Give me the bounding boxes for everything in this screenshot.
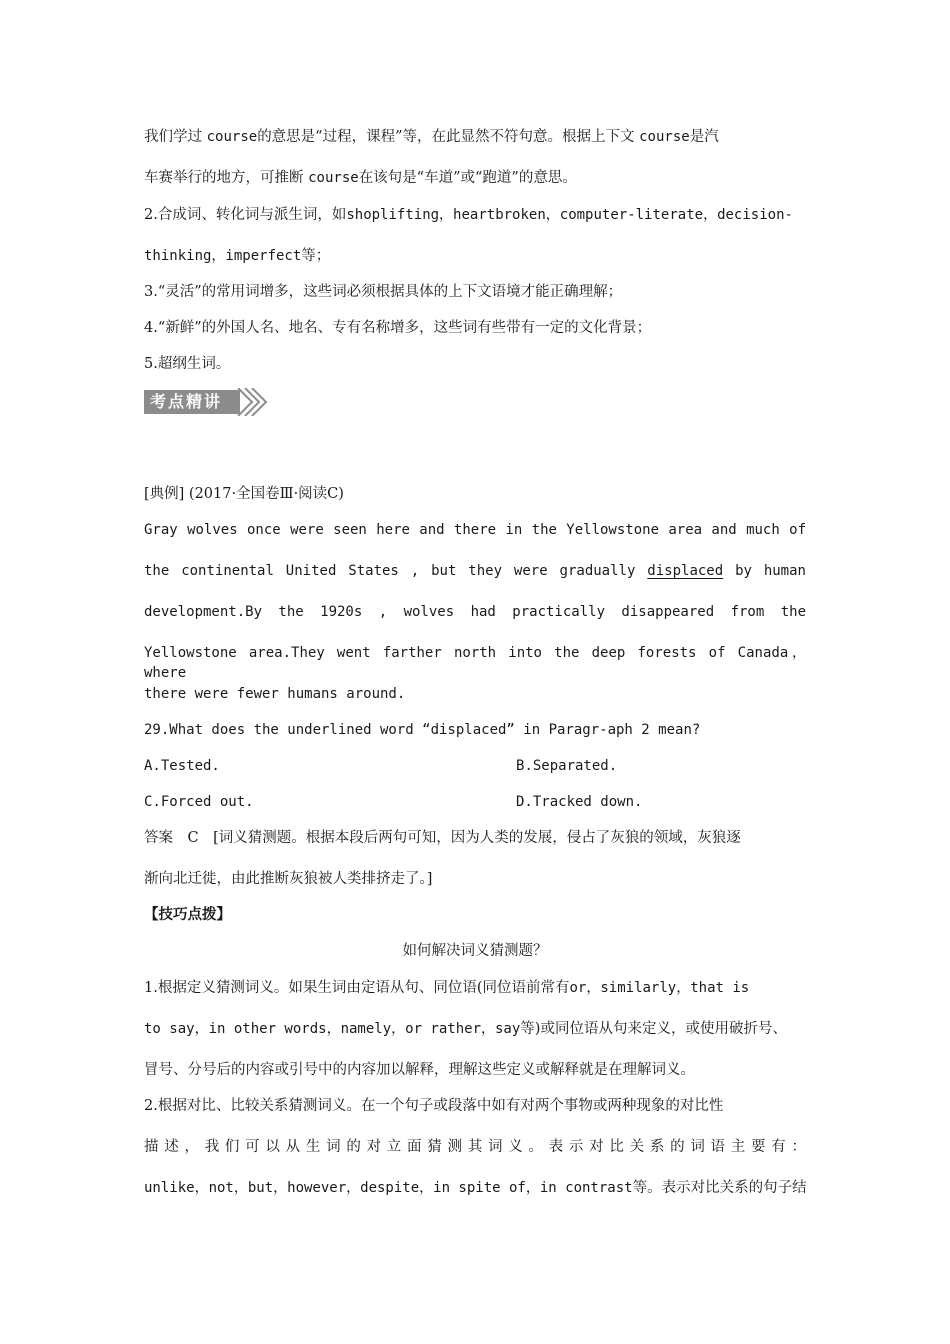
example-header: [典例] (2017·全国卷Ⅲ·阅读C)	[144, 486, 344, 502]
passage-line-4: Yellowstone area.They went farther north into the deep forests of Canada，where	[144, 645, 806, 681]
text: 的意思是“过程，课程”等，在此显然不符句意。根据上下文	[257, 129, 635, 145]
method-1-line-1	[144, 978, 806, 998]
intro-line-2	[144, 168, 806, 188]
text: 我们学过	[144, 129, 202, 145]
underlined-word: displaced	[647, 563, 724, 579]
method-1-line-3: 冒号、分号后的内容或引号中的内容加以解释，理解这些定义或解释就是在理解词义。	[144, 1062, 695, 1078]
answer-line-2: 渐向北迁徙，由此推断灰狼被人类排挤走了。]	[144, 871, 433, 887]
text: 在该句是“车道”或“跑道”的意思。	[358, 170, 577, 186]
text: course	[639, 129, 690, 145]
text: 2.合成词、转化词与派生词，如	[144, 207, 347, 223]
text: course	[308, 170, 359, 186]
list-item-2	[144, 205, 806, 225]
text: 等；	[301, 248, 331, 264]
passage-line-3: development.By the 1920s , wolves had practically disappeared from the	[144, 604, 806, 620]
list-item-5: 5.超纲生词。	[144, 356, 231, 372]
section-banner	[144, 388, 268, 416]
intro-line-1	[144, 127, 806, 147]
option-a: A.Tested.	[144, 758, 220, 774]
text: 车赛举行的地方，可推断	[144, 170, 304, 186]
banner-stripes-icon	[236, 388, 270, 416]
method-2-line-3	[144, 1178, 806, 1198]
passage-line-5: there were fewer humans around.	[144, 686, 406, 702]
tips-heading: 【技巧点拨】	[144, 906, 231, 923]
option-d: D.Tracked down.	[516, 794, 643, 810]
list-item-4: 4.“新鲜”的外国人名、地名、专有名称增多，这些词有些带有一定的文化背景；	[144, 320, 652, 336]
answer-line-1: 答案 C [词义猜测题。根据本段后两句可知，因为人类的发展，侵占了灰狼的领域，灰狼逐	[144, 830, 741, 846]
method-1-line-2	[144, 1019, 806, 1039]
text: the continental United States , but they were gradually	[144, 563, 636, 579]
options-row-2	[144, 792, 806, 812]
banner-label: 考点精讲	[150, 392, 223, 411]
text: by human	[735, 563, 806, 579]
tips-title: 如何解决词义猜测题？	[402, 943, 548, 959]
text: course	[206, 129, 258, 145]
text: 等。表示对比关系的句子结	[632, 1180, 807, 1196]
option-c: C.Forced out.	[144, 794, 254, 810]
option-b: B.Separated.	[516, 758, 618, 774]
question: 29.What does the underlined word “displaced” in Paragr-aph 2 mean?	[144, 722, 701, 738]
list-item-3: 3.“灵活”的常用词增多，这些词必须根据具体的上下文语境才能正确理解；	[144, 284, 623, 300]
list-item-2-cont	[144, 246, 806, 266]
text: unlike，not，but，however，despite，in spite of，in contrast	[144, 1180, 633, 1196]
text: to say，in other words，namely，or rather，say	[144, 1021, 521, 1037]
passage-line-1: Gray wolves once were seen here and there in the Yellowstone area and much of	[144, 522, 806, 538]
text: or，similarly，that is	[569, 980, 750, 996]
options-row-1	[144, 756, 806, 776]
text: 1.根据定义猜测词义。如果生词由定语从句、同位语(同位语前常有	[144, 980, 570, 996]
method-2-line-1: 2.根据对比、比较关系猜测词义。在一个句子或段落中如有对两个事物或两种现象的对比性	[144, 1098, 724, 1114]
text: thinking，imperfect	[144, 248, 302, 264]
method-2-line-2: 描述，我们可以从生词的对立面猜测其词义。表示对比关系的词语主要有：	[144, 1139, 806, 1155]
text: shoplifting，heartbroken，computer-literate，decision-	[346, 207, 793, 223]
text: 是汽	[689, 129, 719, 145]
passage-line-2	[144, 561, 806, 581]
text: 等)或同位语从句来定义，或使用破折号、	[520, 1021, 787, 1037]
